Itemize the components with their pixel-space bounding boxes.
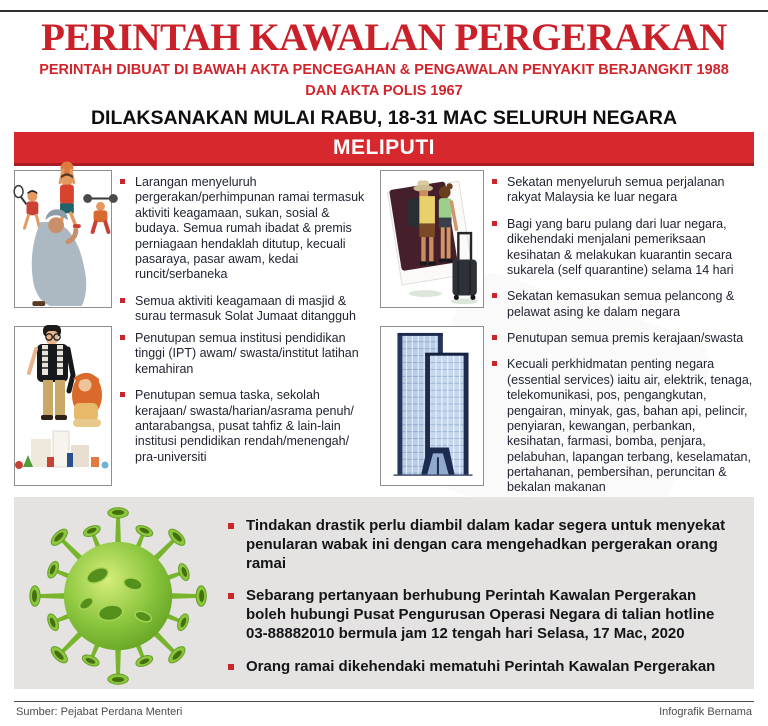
- office-building-illustration: [380, 326, 484, 486]
- sports-and-prayer-illustration: [14, 170, 112, 308]
- bullet-text: Penutupan semua institusi pendidikan tinggi (IPT) awam/ swasta/institut latihan kemahiran: [135, 331, 359, 376]
- bullet-marker: [120, 335, 125, 340]
- bullet-marker: [492, 293, 497, 298]
- bullet-item: [228, 517, 740, 573]
- bullet-marker: [228, 523, 234, 529]
- travel-bullets: [492, 170, 754, 319]
- bullet-item: [120, 175, 372, 283]
- bullet-marker: [492, 361, 497, 366]
- travellers-luggage-illustration: [380, 170, 484, 308]
- bullet-item: [492, 289, 754, 320]
- bullet-marker: [492, 335, 497, 340]
- bullet-item: [492, 217, 754, 279]
- office-building-icon: [381, 327, 485, 485]
- advisory-panel: [14, 497, 754, 689]
- bullet-text: Sekatan menyeluruh semua perjalanan rakyat Malaysia ke luar negara: [507, 175, 725, 205]
- school-children-icon: [11, 321, 117, 481]
- bullet-text: Penutupan semua taska, sekolah kerajaan/ swasta/harian/asrama penuh/ antarabangsa, pusat tahfiz & lain-lain institusi pendidikan rendah/menengah/ pra-universiti: [135, 388, 354, 464]
- bullet-item: [492, 357, 754, 495]
- bullet-item: [120, 331, 372, 377]
- bullet-text: Bagi yang baru pulang dari luar negara, dikehendaki menjalani pemeriksaan kesihatan & melakukan kuarantin secara sukarela (self quarantine) selama 14 hari: [507, 216, 734, 277]
- page-title: PERINTAH KAWALAN PERGERAKAN: [41, 16, 727, 59]
- bullet-text: Sebarang pertanyaan berhubung Perintah Kawalan Pergerakan boleh hubungi Pusat Pengurusan Operasi Negara di talian hotline 03-88882010 bermula jam 12 tengah hari Selasa, 17 Mac, 2020: [246, 587, 715, 642]
- bullet-marker: [120, 179, 125, 184]
- meliputi-banner: [14, 132, 754, 166]
- bullet-item: [492, 175, 754, 206]
- bullet-text: Larangan menyeluruh pergerakan/perhimpunan ramai termasuk aktiviti keagamaan, sukan, sosial & budaya. Semua rumah ibadat & premis perniagaan hendaklah ditutup, kecuali pasaraya, pasar awam, kedai runcit/serbaneka: [135, 175, 365, 282]
- content-grid: [14, 170, 754, 495]
- source-credit: Sumber: Pejabat Perdana Menteri: [16, 706, 183, 718]
- banner-label: MELIPUTI: [333, 135, 435, 159]
- subtitle-line-1: PERINTAH DIBUAT DI BAWAH AKTA PENCEGAHAN & PENGAWALAN PENYAKIT BERJANGKIT 1988: [39, 61, 729, 78]
- bullet-marker: [120, 298, 125, 303]
- bullet-marker: [228, 593, 234, 599]
- movement-bullets: [120, 170, 372, 323]
- effective-dates-line: DILAKSANAKAN MULAI RABU, 18-31 MAC SELURUH NEGARA: [90, 107, 678, 130]
- school-children-illustration: [14, 326, 112, 486]
- bullet-text: Semua aktiviti keagamaan di masjid & surau termasuk Solat Jumaat ditangguh: [135, 293, 356, 323]
- bullet-text: Kecuali perkhidmatan penting negara (essential services) iaitu air, elektrik, tenaga, telekomunikasi, pos, pengangkutan, pengairan, minyak, gas, bahan api, pelincir, penyiaran, kewangan, perbankan, kesihatan, farmasi, bomba, penjara, pelabuhan, lapangan terbang, keselamatan, pertahanan, pembersihan, peruncitan & bekalan makanan: [507, 357, 753, 495]
- bullet-text: Orang ramai dikehendaki mematuhi Perintah Kawalan Pergerakan: [246, 657, 716, 675]
- advisory-bullets: [228, 517, 740, 690]
- bullet-item: [492, 331, 754, 346]
- travellers-luggage-icon: [379, 163, 487, 315]
- bullet-marker: [492, 221, 497, 226]
- sports-and-prayer-icon: [10, 159, 116, 309]
- header: [0, 18, 768, 130]
- education-bullets: [120, 326, 372, 492]
- bullet-marker: [492, 179, 497, 184]
- bullet-text: Penutupan semua premis kerajaan/swasta: [507, 331, 744, 345]
- bullet-item: [120, 294, 372, 325]
- coronavirus-illustration: [20, 497, 218, 695]
- infographic-credit: Infografik Bernama: [659, 706, 752, 718]
- bullet-item: [120, 388, 372, 465]
- bullet-text: Tindakan drastik perlu diambil dalam kadar segera untuk menyekat penularan wabak ini dengan cara mengehadkan pergerakan orang ramai: [246, 517, 726, 572]
- top-divider: [0, 10, 768, 12]
- bullet-marker: [120, 392, 125, 397]
- bullet-item: [228, 658, 740, 677]
- footer-divider: [14, 701, 754, 702]
- premises-bullets: [492, 326, 754, 495]
- bullet-marker: [228, 664, 234, 670]
- bullet-text: Sekatan kemasukan semua pelancong & pelawat asing ke dalam negara: [507, 289, 735, 319]
- bullet-item: [228, 587, 740, 643]
- subtitle-line-2: DAN AKTA POLIS 1967: [305, 82, 463, 99]
